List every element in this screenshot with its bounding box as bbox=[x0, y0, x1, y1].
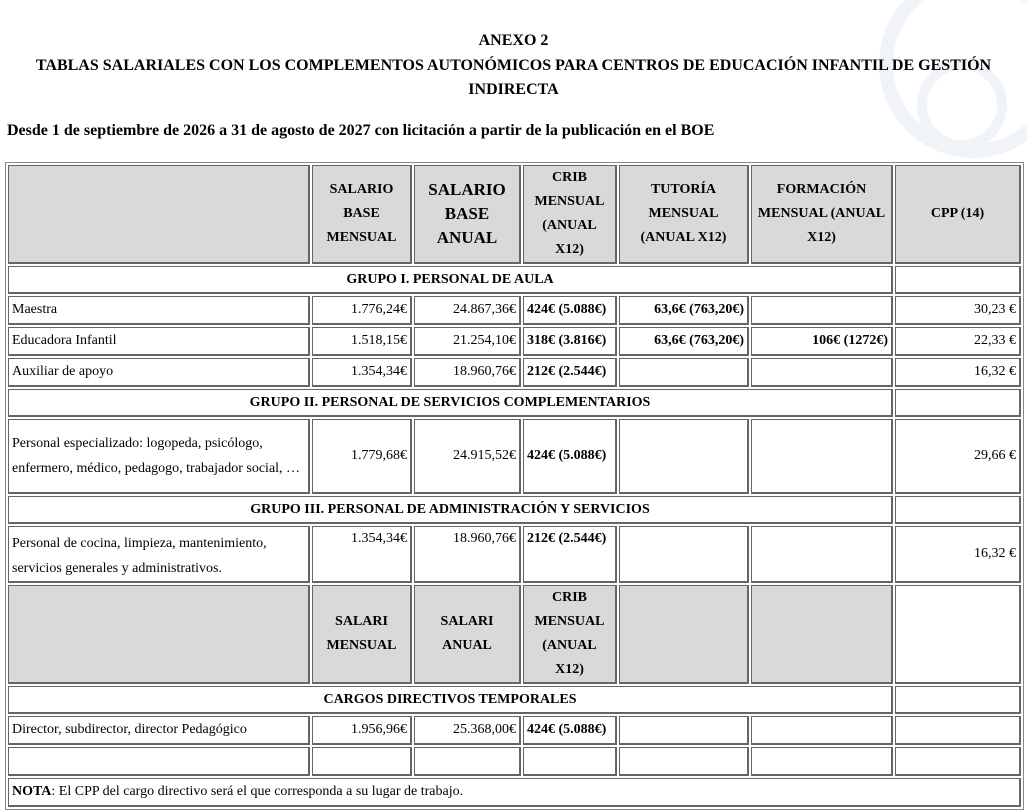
cpp: 22,33 € bbox=[895, 327, 1021, 356]
crib: 212€ (2.544€) bbox=[523, 526, 617, 583]
empty-cell bbox=[895, 496, 1021, 524]
empty-cell bbox=[414, 747, 521, 776]
empty-cell bbox=[751, 747, 893, 776]
group-title: GRUPO II. PERSONAL DE SERVICIOS COMPLEMENTARIOS bbox=[8, 389, 893, 417]
base-monthly: 1.776,24€ bbox=[312, 296, 412, 325]
salary-table bbox=[5, 162, 1024, 810]
header-empty bbox=[895, 585, 1021, 684]
formacion bbox=[751, 526, 893, 583]
base-annual: 24.915,52€ bbox=[414, 419, 521, 494]
col-header: FORMACIÓN MENSUAL (ANUAL X12) bbox=[751, 165, 893, 264]
crib: 424€ (5.088€) bbox=[523, 419, 617, 494]
cpp: 30,23 € bbox=[895, 296, 1021, 325]
role-name: Maestra bbox=[8, 296, 310, 325]
role-name: Personal de cocina, limpieza, mantenimiento, servicios generales y administrativos. bbox=[8, 526, 310, 583]
group-row bbox=[8, 266, 1021, 294]
tutoria bbox=[619, 358, 749, 387]
document-title: TABLAS SALARIALES CON LOS COMPLEMENTOS AUTONÓMICOS PARA CENTROS DE EDUCACIÓN INFANTIL DE GESTIÓN INDIRECTA bbox=[35, 57, 992, 98]
crib: 212€ (2.544€) bbox=[523, 358, 617, 387]
empty-cell bbox=[619, 747, 749, 776]
empty-cell bbox=[895, 389, 1021, 417]
annex-label: ANEXO 2 bbox=[478, 32, 549, 49]
note-row bbox=[8, 778, 1021, 807]
header-empty bbox=[751, 585, 893, 684]
base-annual: 18.960,76€ bbox=[414, 526, 521, 583]
col-header: SALARI MENSUAL bbox=[312, 585, 412, 684]
empty-row bbox=[8, 747, 1021, 776]
empty-cell bbox=[523, 747, 617, 776]
role-name: Director, subdirector, director Pedagógico bbox=[8, 716, 310, 745]
formacion: 106€ (1272€) bbox=[751, 327, 893, 356]
group-row bbox=[8, 686, 1021, 714]
empty-cell bbox=[8, 747, 310, 776]
table-row bbox=[8, 327, 1021, 356]
empty-cell bbox=[312, 747, 412, 776]
note-label: NOTA bbox=[12, 784, 52, 799]
header-empty bbox=[8, 165, 310, 264]
col-header: CPP (14) bbox=[895, 165, 1021, 264]
base-monthly: 1.354,34€ bbox=[312, 358, 412, 387]
group-title: CARGOS DIRECTIVOS TEMPORALES bbox=[8, 686, 893, 714]
base-annual: 21.254,10€ bbox=[414, 327, 521, 356]
role-name: Educadora Infantil bbox=[8, 327, 310, 356]
col-header: SALARIO BASE ANUAL bbox=[414, 165, 521, 264]
base-monthly: 1.518,15€ bbox=[312, 327, 412, 356]
empty-cell bbox=[751, 716, 893, 745]
base-annual: 25.368,00€ bbox=[414, 716, 521, 745]
tutoria: 63,6€ (763,20€) bbox=[619, 296, 749, 325]
base-monthly: 1.779,68€ bbox=[312, 419, 412, 494]
empty-cell bbox=[895, 716, 1021, 745]
cpp: 16,32 € bbox=[895, 358, 1021, 387]
role-name: Auxiliar de apoyo bbox=[8, 358, 310, 387]
crib: 424€ (5.088€) bbox=[523, 716, 617, 745]
table-row bbox=[8, 419, 1021, 494]
group-title: GRUPO I. PERSONAL DE AULA bbox=[8, 266, 893, 294]
col-header: TUTORÍA MENSUAL (ANUAL X12) bbox=[619, 165, 749, 264]
period-subtitle: Desde 1 de septiembre de 2026 a 31 de agosto de 2027 con licitación a partir de la publicación en el BOE bbox=[7, 122, 715, 139]
tutoria bbox=[619, 419, 749, 494]
header-empty bbox=[619, 585, 749, 684]
col-header: CRIB MENSUAL (ANUAL X12) bbox=[523, 585, 617, 684]
group-row bbox=[8, 496, 1021, 524]
table-row bbox=[8, 358, 1021, 387]
formacion bbox=[751, 358, 893, 387]
formacion bbox=[751, 296, 893, 325]
table-header-row bbox=[8, 165, 1021, 264]
header-empty bbox=[8, 585, 310, 684]
empty-cell bbox=[895, 747, 1021, 776]
col-header: SALARIO BASE MENSUAL bbox=[312, 165, 412, 264]
table-row bbox=[8, 526, 1021, 583]
empty-cell bbox=[619, 716, 749, 745]
group-title: GRUPO III. PERSONAL DE ADMINISTRACIÓN Y SERVICIOS bbox=[8, 496, 893, 524]
empty-cell bbox=[895, 266, 1021, 294]
note-text: : El CPP del cargo directivo será el que corresponda a su lugar de trabajo. bbox=[51, 784, 464, 799]
col-header: CRIB MENSUAL (ANUAL X12) bbox=[523, 165, 617, 264]
empty-cell bbox=[895, 686, 1021, 714]
table-row bbox=[8, 716, 1021, 745]
crib: 318€ (3.816€) bbox=[523, 327, 617, 356]
tutoria bbox=[619, 526, 749, 583]
formacion bbox=[751, 419, 893, 494]
note bbox=[8, 778, 1021, 807]
group-row bbox=[8, 389, 1021, 417]
role-name: Personal especializado: logopeda, psicólogo, enfermero, médico, pedagogo, trabajador social, … bbox=[8, 419, 310, 494]
col-header: SALARI ANUAL bbox=[414, 585, 521, 684]
base-monthly: 1.354,34€ bbox=[312, 526, 412, 583]
base-annual: 18.960,76€ bbox=[414, 358, 521, 387]
cpp: 16,32 € bbox=[895, 526, 1021, 583]
directivos-header-row bbox=[8, 585, 1021, 684]
base-monthly: 1.956,96€ bbox=[312, 716, 412, 745]
base-annual: 24.867,36€ bbox=[414, 296, 521, 325]
crib: 424€ (5.088€) bbox=[523, 296, 617, 325]
cpp: 29,66 € bbox=[895, 419, 1021, 494]
table-row bbox=[8, 296, 1021, 325]
tutoria: 63,6€ (763,20€) bbox=[619, 327, 749, 356]
